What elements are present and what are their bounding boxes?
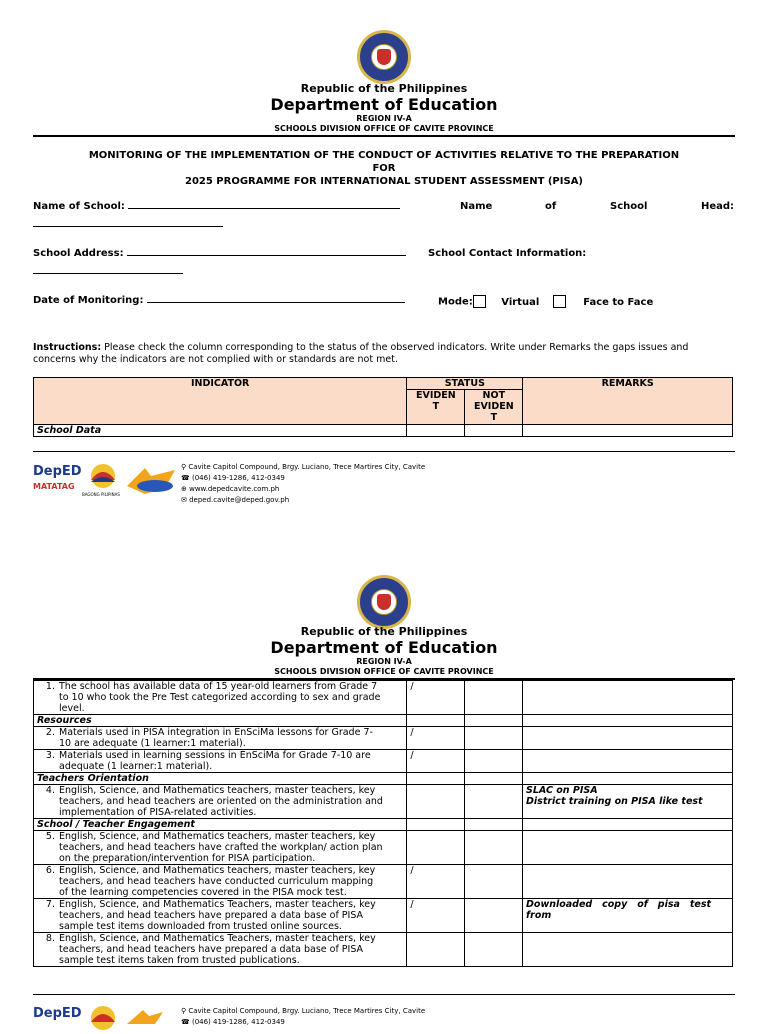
evident-cell[interactable] [407,831,465,865]
face-to-face-checkbox[interactable] [553,295,566,308]
office-heading: SCHOOLS DIVISION OFFICE OF CAVITE PROVINCE [274,124,494,133]
indicator-line: adequate (1 learner:1 material). [59,761,213,772]
indicator-table-header [33,377,733,437]
indicator-cell [34,785,407,819]
department-heading-2: Department of Education [270,638,498,657]
not-evident-cell[interactable] [465,425,523,437]
footer-website[interactable]: www.depedcavite.com.ph [189,485,280,493]
indicator-line: implementation of PISA-related activities. [59,807,257,818]
not-evident-cell[interactable] [465,933,523,967]
evident-cell[interactable] [407,933,465,967]
section-label: School Data [34,425,407,437]
table-row [34,785,733,819]
evident-cell[interactable]: / [407,681,465,715]
deped-cavite-logo-2 [125,1006,165,1026]
not-evident-cell[interactable] [465,727,523,750]
remarks-cell[interactable] [523,865,733,899]
deped-logo: DepED [33,464,82,479]
indicator-cell [34,899,407,933]
indicator-cell [34,831,407,865]
school-contact-line[interactable] [33,273,183,274]
col-not-evident: NOT EVIDEN T [465,390,523,425]
indicator-cell [34,681,407,715]
indicator-line: English, Science, and Mathematics Teachers, master teachers, key [59,933,376,944]
remarks-cell[interactable] [523,819,733,831]
indicator-line: sample test items downloaded from trusted online sources. [59,921,342,932]
indicator-text [59,899,376,932]
table-row [34,750,733,773]
mail-icon: ✉ [181,496,187,504]
name-of-school-field[interactable] [33,201,400,212]
indicator-line: of the learning competencies covered in the PISA mock test. [59,887,347,898]
date-of-monitoring-label: Date of Monitoring: [33,295,144,306]
indicator-cell [34,727,407,750]
evident-cell[interactable]: / [407,899,465,933]
republic-heading-2: Republic of the Philippines [300,625,468,638]
table-row [34,899,733,933]
remark-line: SLAC on PISA [526,785,598,796]
face-to-face-label: Face to Face [583,296,654,308]
section-row-school-data [34,425,733,437]
col-status: STATUS [407,378,523,390]
col-remarks: REMARKS [523,378,733,425]
school-head-line[interactable] [33,226,223,227]
republic-heading: Republic of the Philippines [300,82,468,95]
not-evident-cell[interactable] [465,819,523,831]
region-heading: REGION IV-A [356,114,412,123]
school-head-label-1: Name [460,201,493,212]
school-address-line[interactable] [127,255,406,256]
section-label: School / Teacher Engagement [34,819,407,831]
indicator-number: 4. [45,785,55,796]
virtual-label: Virtual [501,296,540,308]
virtual-checkbox[interactable] [473,295,486,308]
phone-icon: ☎ [181,1018,190,1026]
section-row [34,715,733,727]
section-row [34,773,733,785]
indicator-text [59,750,371,772]
col-indicator: INDICATOR [34,378,407,425]
indicator-line: English, Science, and Mathematics teachers, master teachers, key [59,865,376,876]
deped-cavite-logo [125,464,179,496]
school-head-label-3: School [610,201,648,212]
form-title-line3: 2025 PROGRAMME FOR INTERNATIONAL STUDENT ASSESSMENT (PISA) [184,176,583,187]
not-evident-cell[interactable] [465,750,523,773]
indicator-number: 1. [45,681,55,692]
indicator-text [59,933,376,966]
school-head-label-2: of [545,201,557,212]
indicator-number: 7. [45,899,55,910]
bagong-pilipinas-label: BAGONG PILIPINAS [82,492,120,497]
indicator-line: teachers, and head teachers are oriented on the administration and [59,796,383,807]
bagong-pilipinas-logo [85,462,121,492]
indicator-number: 2. [45,727,55,738]
bagong-pilipinas-logo-2 [85,1004,121,1034]
remarks-cell[interactable] [523,425,733,437]
indicator-cell [34,933,407,967]
not-evident-cell[interactable] [465,681,523,715]
indicator-line: on the preparation/intervention for PISA participation. [59,853,316,864]
remark-line: Downloaded copy of pisa test [526,899,712,910]
school-address-field[interactable] [33,248,406,259]
form-title-line1: MONITORING OF THE IMPLEMENTATION OF THE CONDUCT OF ACTIVITIES RELATIVE TO THE PREPARATION [88,150,680,161]
indicator-number: 8. [45,933,55,944]
indicator-line: The school has available data of 15 year-old learners from Grade 7 [59,681,378,692]
instructions-block [33,342,737,366]
indicator-text [59,831,383,864]
evident-cell[interactable] [407,773,465,785]
footer-rule [33,451,735,452]
remarks-cell[interactable] [523,715,733,727]
region-heading-2: REGION IV-A [356,657,412,666]
school-address-label: School Address: [33,248,124,259]
footer-email[interactable]: deped.cavite@deped.gov.ph [189,496,290,504]
indicator-line: to 10 who took the Pre Test categorized according to sex and grade [59,692,381,703]
table-row [34,865,733,899]
remarks-cell[interactable] [523,899,733,933]
globe-icon: ⊕ [181,485,187,493]
col-evident: EVIDEN T [407,390,465,425]
footer-contacts [181,462,425,506]
indicator-number: 3. [45,750,55,761]
indicator-cell [34,865,407,899]
evident-cell[interactable]: / [407,727,465,750]
header-rule [33,135,735,137]
indicator-text [59,865,375,898]
date-of-monitoring-line[interactable] [147,302,405,303]
name-of-school-label: Name of School: [33,201,125,212]
section-label: Resources [34,715,407,727]
remarks-cell[interactable] [523,785,733,819]
phone-icon: ☎ [181,474,190,482]
remarks-cell[interactable] [523,831,733,865]
not-evident-cell[interactable] [465,865,523,899]
not-evident-cell[interactable] [465,715,523,727]
table-row [34,681,733,715]
remarks-cell[interactable] [523,681,733,715]
indicator-line: Materials used in learning sessions in EnSciMa for Grade 7-10 are [59,750,371,761]
indicator-line: teachers, and head teachers have conducted curriculum mapping [59,876,374,887]
name-of-school-line[interactable] [128,208,400,209]
evident-cell[interactable] [407,715,465,727]
evident-cell[interactable] [407,785,465,819]
indicator-text [59,727,373,749]
remarks-cell[interactable] [523,773,733,785]
school-head-label-4: Head: [701,201,735,212]
footer-contacts-2 [181,1006,425,1028]
indicator-line: English, Science, and Mathematics teachers, master teachers, key [59,831,376,842]
indicator-line: English, Science, and Mathematics Teachers, master teachers, key [59,899,376,910]
indicator-line: level. [59,703,85,714]
section-label: Teachers Orientation [34,773,407,785]
section-row [34,819,733,831]
not-evident-cell[interactable] [465,773,523,785]
mode-group [438,295,653,308]
footer-phone-2: (046) 419-1286, 412-0349 [191,1018,285,1026]
remark-line: District training on PISA like test [526,796,703,807]
school-contact-label: School Contact Information: [428,248,587,259]
evident-cell[interactable] [407,819,465,831]
table-row [34,933,733,967]
evident-cell[interactable]: / [407,865,465,899]
evident-cell[interactable] [407,425,465,437]
remarks-cell[interactable] [523,750,733,773]
indicator-text [59,681,380,714]
office-heading-2: SCHOOLS DIVISION OFFICE OF CAVITE PROVINCE [274,667,494,676]
table-row [34,831,733,865]
evident-cell[interactable]: / [407,750,465,773]
remark-line: from [526,910,552,921]
matatag-logo: MATATAG [33,482,75,491]
footer-logos [33,462,193,502]
not-evident-cell[interactable] [465,899,523,933]
indicator-number: 5. [45,831,55,842]
indicator-line: sample test items taken from trusted publications. [59,955,300,966]
department-heading: Department of Education [270,95,498,114]
indicator-table [33,680,733,967]
not-evident-cell[interactable] [465,785,523,819]
indicator-line: Materials used in PISA integration in EnSciMa lessons for Grade 7- [59,727,373,738]
table-row [34,727,733,750]
deped-seal-logo-2 [357,575,411,629]
indicator-cell [34,750,407,773]
location-icon: ⚲ [181,1007,187,1015]
footer-phone: (046) 419-1286, 412-0349 [191,474,285,482]
remarks-cell[interactable] [523,933,733,967]
date-of-monitoring-field[interactable] [33,295,405,306]
footer-rule-2 [33,994,735,995]
table-header-row [34,378,733,390]
deped-seal-logo [357,30,411,84]
deped-logo-2: DepED [33,1006,82,1021]
mode-label: Mode: [438,296,473,308]
not-evident-cell[interactable] [465,831,523,865]
location-icon: ⚲ [181,463,187,471]
indicator-line: teachers, and head teachers have prepared a data base of PISA [59,944,364,955]
indicator-line: English, Science, and Mathematics teachers, master teachers, key [59,785,376,796]
remarks-cell[interactable] [523,727,733,750]
indicator-line: teachers, and head teachers have crafted the workplan/ action plan [59,842,383,853]
footer-address: Cavite Capitol Compound, Brgy. Luciano, Trece Martires City, Cavite [188,463,426,471]
footer-address-2: Cavite Capitol Compound, Brgy. Luciano, Trece Martires City, Cavite [188,1007,426,1015]
instructions-text-2: concerns why the indicators are not complied with or standards are not met. [33,354,398,365]
indicator-line: 10 are adequate (1 learner:1 material). [59,738,246,749]
indicator-number: 6. [45,865,55,876]
instructions-text-1: Please check the column corresponding to the status of the observed indicators. Write under Remarks the gaps issues and [101,342,689,353]
form-title-line2: FOR [372,163,396,174]
indicator-text [59,785,383,818]
instructions-label: Instructions: [33,342,102,353]
indicator-line: teachers, and head teachers have prepared a data base of PISA [59,910,364,921]
